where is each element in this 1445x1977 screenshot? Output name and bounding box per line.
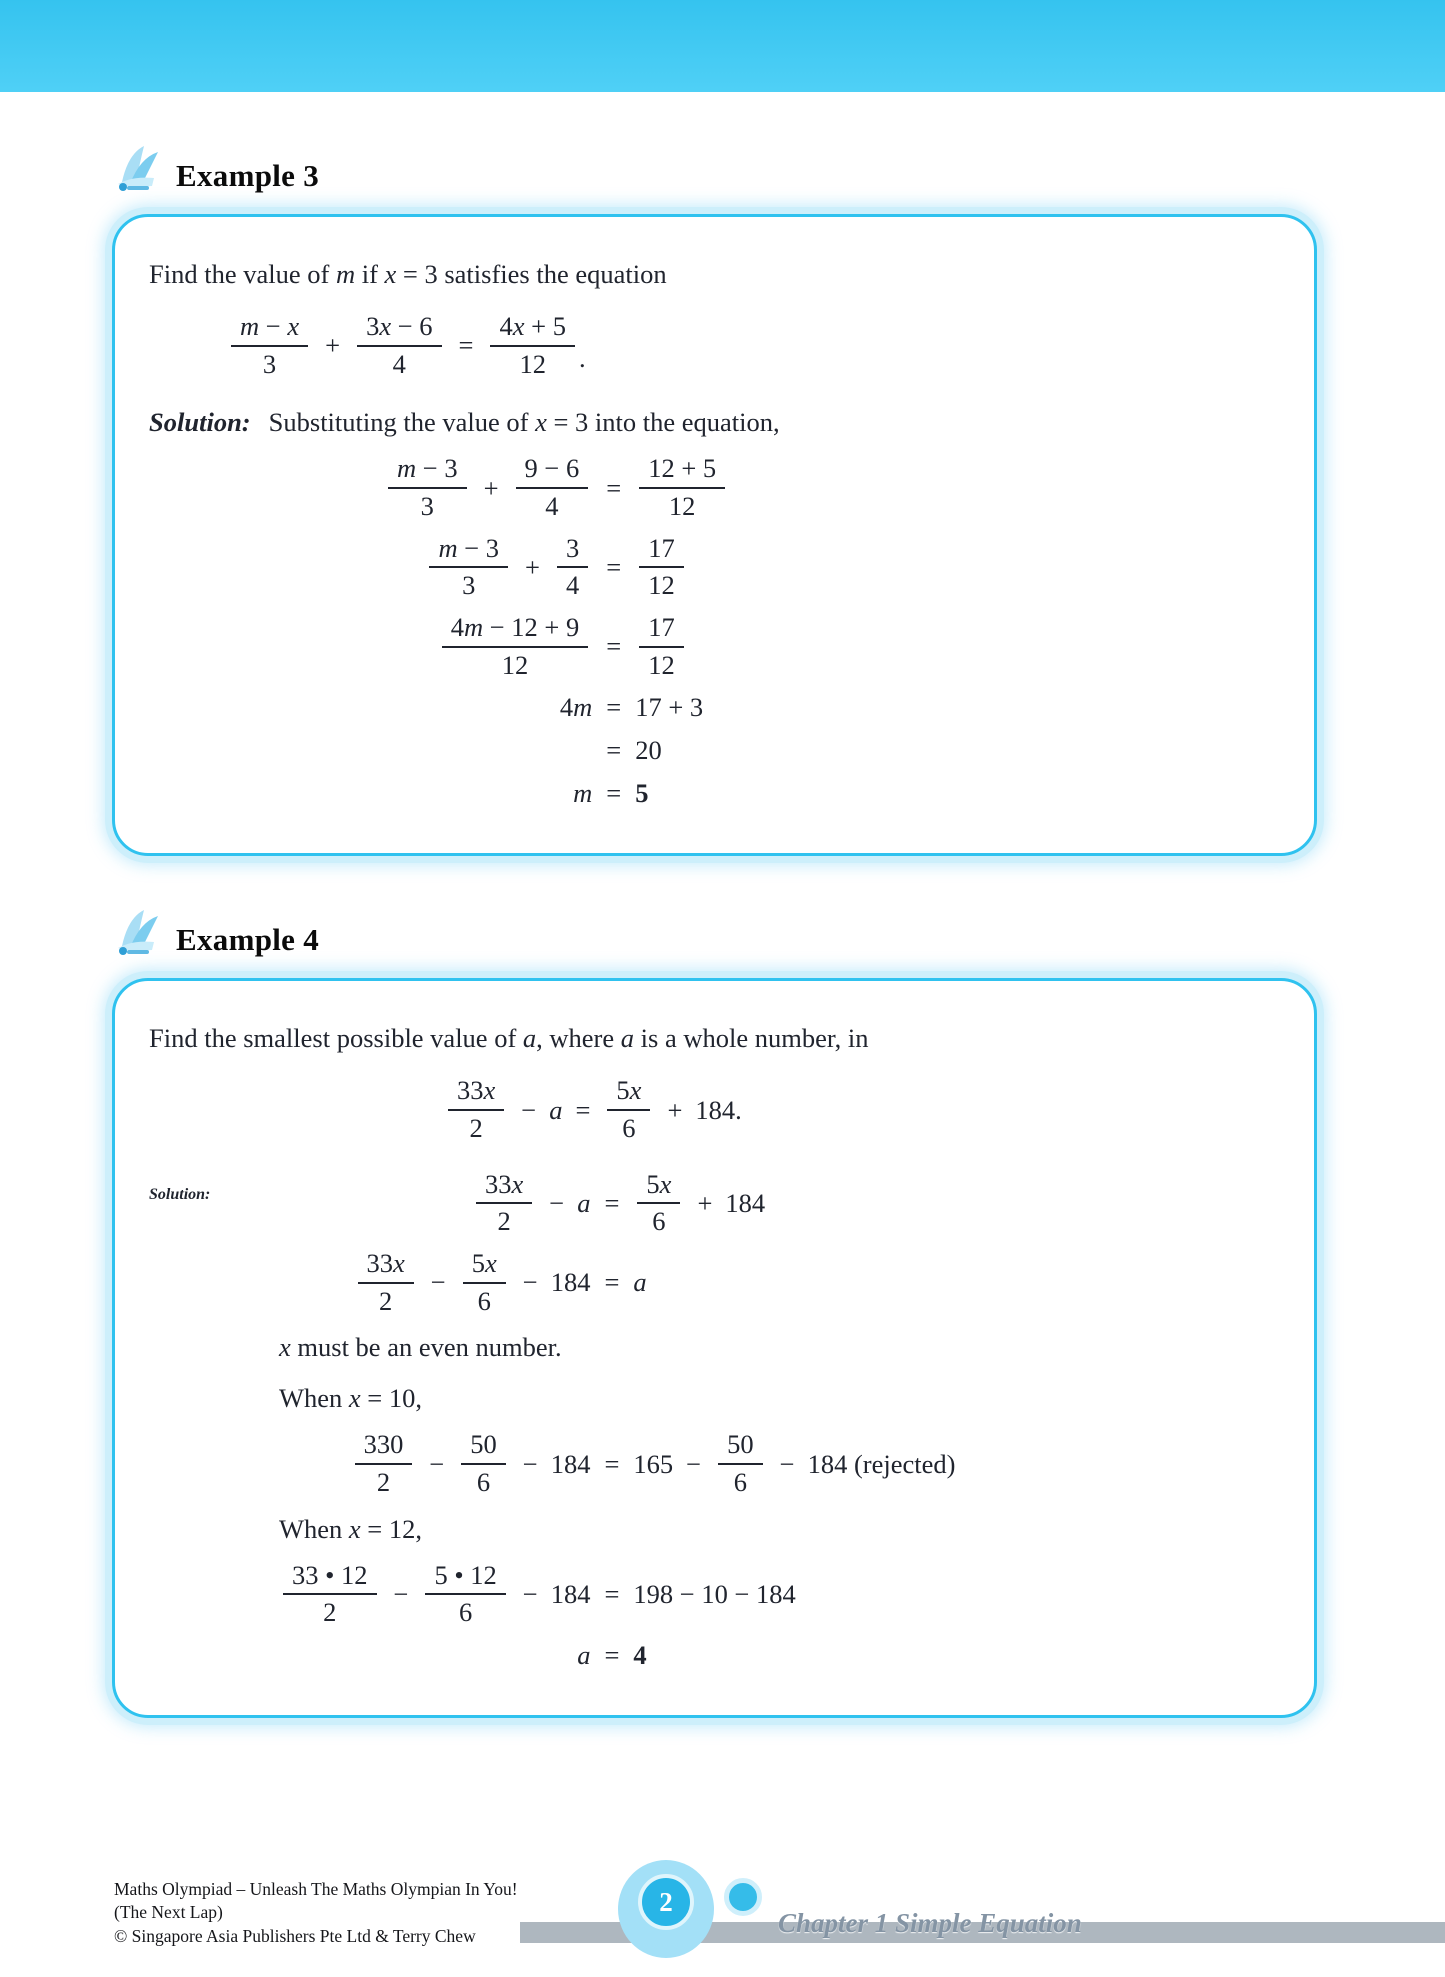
example-3-section [112,144,1317,856]
equation-lhs: $\frac{33x}{2}$ − $\frac{5x}{6}$ − 184 [279,1249,590,1316]
page-number: 2 [638,1874,694,1930]
solution-steps [279,1170,1278,1671]
solution-steps [384,454,1278,809]
equation-rhs: = 4 [604,1640,647,1671]
page-number-bubble [618,1860,714,1958]
equation-lhs: m [573,778,593,809]
imprint-line: Maths Olympiad – Unleash The Maths Olympian In You! [114,1879,518,1899]
given-equation: $\frac{33x}{2}$ − a = $\frac{5x}{6}$ + 184. [444,1076,1278,1143]
equation-rhs: = $\frac{17}{12}$ [592,534,729,601]
equation-lhs: $\frac{33x}{2}$ − a [279,1170,590,1237]
solution-text-line: x must be an even number. [279,1332,562,1363]
equation-lhs: $\frac{330}{2}$ − $\frac{50}{6}$ − 184 [279,1430,590,1497]
solution-text-line: When x = 12, [279,1513,422,1544]
equation-rhs: = 5 [606,778,649,809]
example-3-box [112,214,1317,856]
solution-label: Solution: [149,1185,211,1203]
given-equation: $\frac{m - x}{3}$ + $\frac{3x - 6}{4}$ = $\frac{4x + 5}{12}$ . [227,312,1278,379]
chapter-title: Chapter 1 Simple Equation [778,1908,1082,1938]
imprint-line: (The Next Lap) [114,1902,223,1923]
example-heading: Example 4 [176,922,320,958]
problem-statement: Find the smallest possible value of a, where a is a whole number, in [149,1023,869,1054]
solution-paragraph [149,407,1278,438]
solution-intro: Substituting the value of x = 3 into the equation, [268,407,780,438]
equation-rhs: = $\frac{17}{12}$ [592,613,729,680]
equation-rhs: = $\frac{12 + 5}{12}$ [592,454,729,521]
example-4-heading-row [114,908,1317,958]
header-band [0,0,1445,92]
footer-imprint [114,1878,518,1948]
equation-rhs: = 165 − $\frac{50}{6}$ − 184 (rejected) [604,1429,956,1498]
equation-rhs: = $\frac{5x}{6}$ + 184 [604,1168,766,1237]
equation-lhs: $\frac{m - 3}{3}$ + $\frac{9 - 6}{4}$ [384,454,592,521]
equation-rhs: = 198 − 10 − 184 [604,1578,796,1609]
equation-lhs: $\frac{33 • 12}{2}$ − $\frac{5 • 12}{6}$ − 184 [279,1561,590,1628]
solution-block [149,1170,1278,1671]
leaf-decoration-icon [114,908,172,958]
imprint-line: © Singapore Asia Publishers Pte Ltd & Terry Chew [114,1925,476,1946]
solution-label: Solution: [149,407,251,438]
example-4-section [112,908,1317,1718]
example-4-box [112,978,1317,1718]
example-3-heading-row [114,144,1317,194]
problem-statement: Find the value of m if x = 3 satisfies the equation [149,259,667,289]
equation-rhs: = 20 [606,735,662,766]
equation-rhs: = 17 + 3 [606,692,704,723]
equation-lhs: a [577,1640,591,1671]
equation-lhs: $\frac{4m - 12 + 9}{12}$ [384,613,592,680]
equation-rhs: = a [604,1267,647,1298]
equation-lhs: 4m [559,692,593,723]
example-heading: Example 3 [176,158,320,193]
equation-lhs: $\frac{m - 3}{3}$ + $\frac{3}{4}$ [384,534,592,601]
leaf-decoration-icon [114,144,172,194]
solution-text-line: When x = 10, [279,1383,422,1414]
bubble-accent-circle [724,1878,762,1916]
